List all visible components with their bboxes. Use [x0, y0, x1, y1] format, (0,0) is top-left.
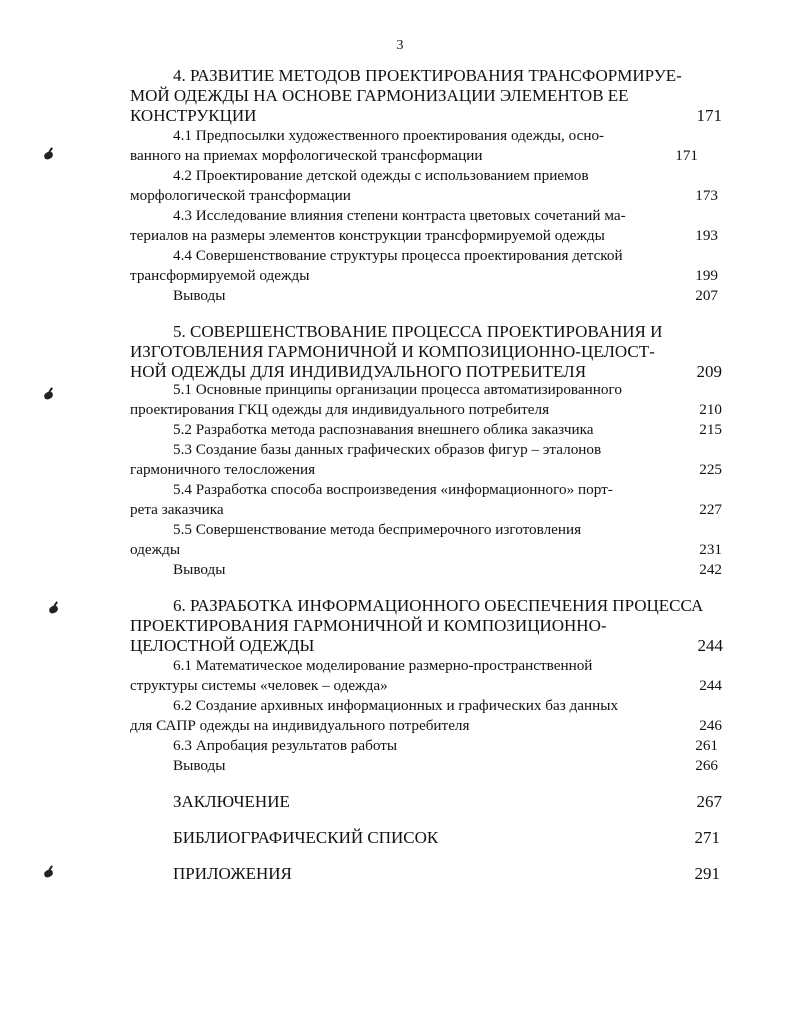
toc-5-1-line2: проектирования ГКЦ одежды для индивидуального потребителя 210 [130, 401, 722, 418]
toc-appendices: ПРИЛОЖЕНИЯ 291 [173, 864, 720, 883]
chapter-4-title-line3: КОНСТРУКЦИИ 171 [130, 106, 722, 125]
chapter-6-title-line3: ЦЕЛОСТНОЙ ОДЕЖДЫ 244 [130, 636, 723, 655]
toc-5-5-line2: одежды 231 [130, 541, 722, 558]
toc-6-conclusions: Выводы 266 [173, 757, 718, 774]
toc-4-4-line2: трансформируемой одежды 199 [130, 267, 718, 284]
toc-6-1-line2: структуры системы «человек – одежда» 244 [130, 677, 722, 694]
toc-4-3-line2: териалов на размеры элементов конструкции трансформируемой одежды 193 [130, 227, 718, 244]
page-number: 3 [396, 38, 404, 53]
toc-5-1-line1: 5.1 Основные принципы организации процесса автоматизированного [173, 381, 622, 398]
binding-mark [43, 869, 54, 879]
toc-5-2: 5.2 Разработка метода распознавания внешнего облика заказчика 215 [173, 421, 722, 438]
chapter-5-title-line1: 5. СОВЕРШЕНСТВОВАНИЕ ПРОЦЕССА ПРОЕКТИРОВАНИЯ И [173, 322, 663, 341]
toc-4-1-line1: 4.1 Предпосылки художественного проектирования одежды, осно- [173, 127, 605, 144]
toc-4-3-line1: 4.3 Исследование влияния степени контраста цветовых сочетаний ма- [173, 207, 626, 224]
toc-4-conclusions: Выводы 207 [173, 287, 718, 304]
chapter-6-title-line2: ПРОЕКТИРОВАНИЯ ГАРМОНИЧНОЙ И КОМПОЗИЦИОННО- [130, 616, 607, 635]
toc-5-3-line2: гармоничного телосложения 225 [130, 461, 722, 478]
toc-5-3-line1: 5.3 Создание базы данных графических образов фигур – эталонов [173, 441, 602, 458]
toc-bibliography: БИБЛИОГРАФИЧЕСКИЙ СПИСОК 271 [173, 828, 720, 847]
toc-6-2-line1: 6.2 Создание архивных информационных и графических баз данных [173, 697, 619, 714]
toc-5-4-line2: рета заказчика 227 [130, 501, 722, 518]
chapter-4-title-line1: 4. РАЗВИТИЕ МЕТОДОВ ПРОЕКТИРОВАНИЯ ТРАНСФОРМИРУЕ- [173, 66, 682, 85]
toc-5-5-line1: 5.5 Совершенствование метода беспримерочного изготовления [173, 521, 582, 538]
toc-4-2-line2: морфологической трансформации 173 [130, 187, 718, 204]
binding-mark [48, 605, 59, 615]
toc-conclusion: ЗАКЛЮЧЕНИЕ 267 [173, 792, 722, 811]
toc-6-2-line2: для САПР одежды на индивидуального потребителя 246 [130, 717, 722, 734]
chapter-5-title-line3: НОЙ ОДЕЖДЫ ДЛЯ ИНДИВИДУАЛЬНОГО ПОТРЕБИТЕЛЯ 209 [130, 362, 722, 381]
chapter-5-title-line2: ИЗГОТОВЛЕНИЯ ГАРМОНИЧНОЙ И КОМПОЗИЦИОННО-ЦЕЛОСТ- [130, 342, 655, 361]
toc-5-4-line1: 5.4 Разработка способа воспроизведения «информационного» порт- [173, 481, 613, 498]
toc-5-conclusions: Выводы 242 [173, 561, 722, 578]
toc-6-1-line1: 6.1 Математическое моделирование размерно-пространственной [173, 657, 593, 674]
chapter-4-title-line2: МОЙ ОДЕЖДЫ НА ОСНОВЕ ГАРМОНИЗАЦИИ ЭЛЕМЕНТОВ ЕЕ [130, 86, 629, 105]
binding-mark [43, 391, 54, 401]
toc-4-1-line2: ванного на приемах морфологической трансформации 171 [130, 147, 698, 164]
toc-4-4-line1: 4.4 Совершенствование структуры процесса проектирования детской [173, 247, 623, 264]
chapter-6-title-line1: 6. РАЗРАБОТКА ИНФОРМАЦИОННОГО ОБЕСПЕЧЕНИЯ ПРОЦЕССА [173, 596, 704, 615]
toc-6-3: 6.3 Апробация результатов работы 261 [173, 737, 718, 754]
binding-mark [43, 151, 54, 161]
toc-4-2-line1: 4.2 Проектирование детской одежды с использованием приемов [173, 167, 589, 184]
